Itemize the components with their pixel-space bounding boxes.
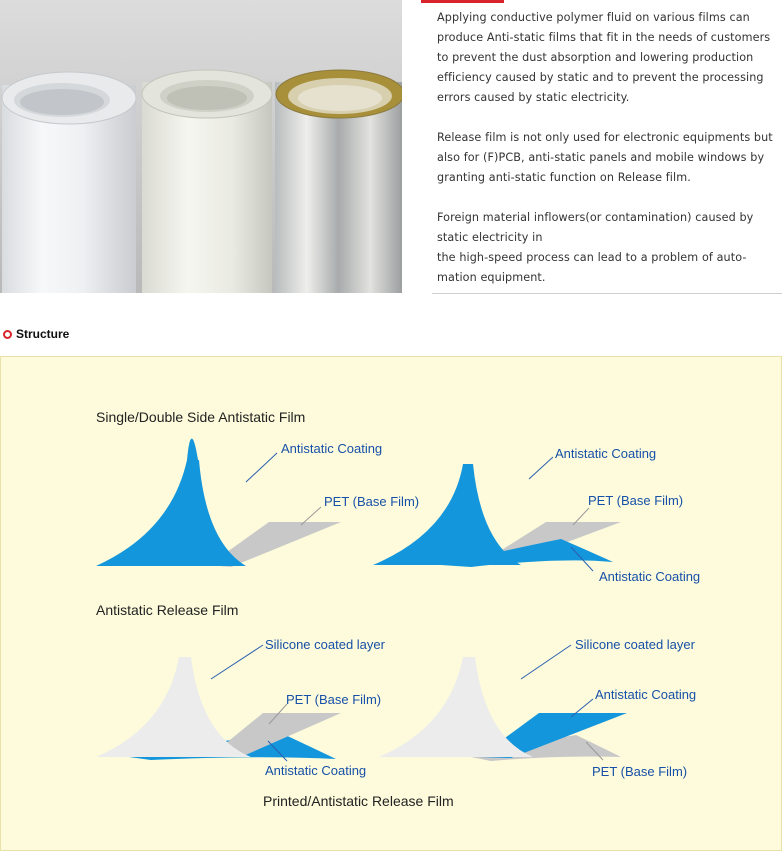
label-antistatic-coating-5: Antistatic Coating <box>595 687 697 702</box>
intro-paragraph-3-line-2: the high-speed process can lead to a problem of auto-mation equipment. <box>437 251 747 284</box>
label-pet-3: PET (Base Film) <box>286 692 382 707</box>
film-rolls-photo <box>0 0 402 293</box>
label-silicone-2: Silicone coated layer <box>575 637 695 652</box>
bottom-caption: Printed/Antistatic Release Film <box>263 793 454 809</box>
label-antistatic-coating-1: Antistatic Coating <box>281 441 383 456</box>
intro-paragraph-1: Applying conductive polymer fluid on various films can produce Anti-static films that fit in the needs of customers to prevent the dust absorption and lowering production efficiency caused by static and to prevent the processing errors caused by static electricity. <box>437 11 771 104</box>
double-side-film-diagram <box>373 446 700 584</box>
label-pet-2: PET (Base Film) <box>588 493 684 508</box>
intro-paragraph-2: Release film is not only used for electronic equipments but also for (F)PCB, anti-static panels and mobile windows by granting anti-static function on Release film. <box>437 131 773 184</box>
accent-bar <box>421 0 504 3</box>
label-pet-1: PET (Base Film) <box>324 494 420 509</box>
intro-text <box>437 8 777 288</box>
silicone-layer-4 <box>379 657 533 757</box>
group1-title: Single/Double Side Antistatic Film <box>96 409 306 425</box>
label-antistatic-coating-3: Antistatic Coating <box>599 569 701 584</box>
section-title: Structure <box>16 327 70 341</box>
printed-release-film-diagram <box>379 637 696 779</box>
structure-diagram <box>1 357 782 851</box>
antistatic-coating-layer-1 <box>96 460 246 566</box>
structure-panel <box>0 356 782 851</box>
label-pet-4: PET (Base Film) <box>592 764 688 779</box>
section-heading <box>3 327 69 341</box>
antistatic-coating-upper-2 <box>373 464 521 565</box>
intro-paragraph-3 <box>437 208 777 288</box>
single-side-film-diagram <box>96 439 419 568</box>
label-silicone-1: Silicone coated layer <box>265 637 385 652</box>
release-film-diagram <box>96 637 386 778</box>
label-antistatic-coating-4: Antistatic Coating <box>265 763 367 778</box>
intro-divider <box>432 293 782 294</box>
group2-title: Antistatic Release Film <box>96 602 239 618</box>
label-antistatic-coating-2: Antistatic Coating <box>555 446 657 461</box>
intro-paragraph-3-line-1: Foreign material inflowers(or contamination) caused by static electricity in <box>437 211 754 244</box>
bullet-icon <box>3 330 12 339</box>
